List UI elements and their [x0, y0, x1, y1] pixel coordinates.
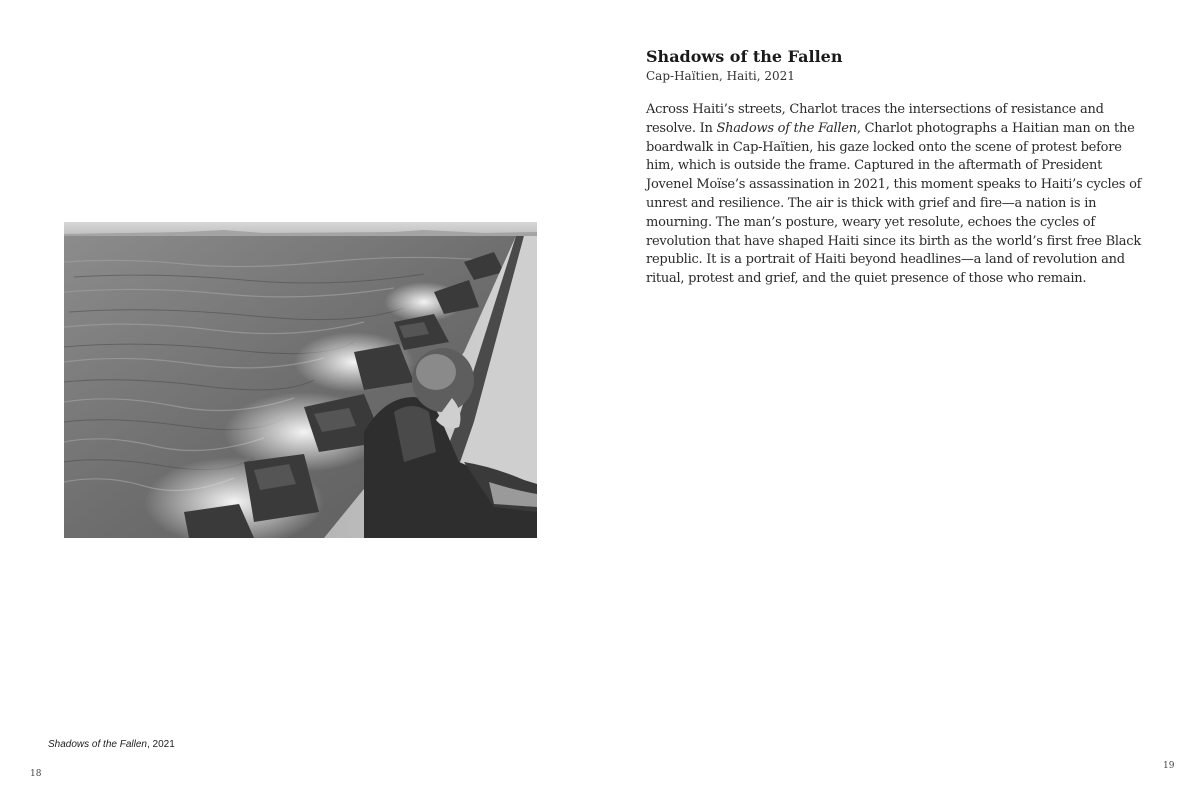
essay-title: Shadows of the Fallen	[646, 47, 843, 66]
page-number-left: 18	[30, 769, 42, 779]
photo-caption	[48, 739, 175, 750]
essay-body-start: Across Haiti’s streets, Charlot traces the intersections of resistance and resolve. In	[646, 102, 1104, 136]
essay-location: Cap-Haïtien, Haiti, 2021	[646, 69, 795, 83]
essay-body	[646, 101, 1151, 289]
page-number-right: 19	[1163, 761, 1175, 771]
essay-body-rest: , Charlot photographs a Haitian man on the boardwalk in Cap-Haïtien, his gaze locked onto the scene of protest before him, which is outside the frame. Captured in the aftermath of President Jovenel Moïse’s assassination in 2021, this moment speaks to Haiti’s cycles of unrest and resilience. The air is thick with grief and fire—a nation is in mourning. The man’s posture, weary yet resolute, echoes the cycles of revolution that have shaped Haiti since its birth as the world’s first free Black republic. It is a portrait of Haiti beyond headlines—a land of revolution and ritual, protest and grief, and the quiet presence of those who remain.	[646, 120, 1142, 287]
photo-illustration	[64, 222, 537, 538]
caption-year: , 2021	[146, 739, 175, 750]
photograph	[64, 222, 537, 538]
essay-body-italic-title: Shadows of the Fallen	[716, 120, 857, 136]
essay	[646, 46, 1151, 289]
caption-title: Shadows of the Fallen	[48, 739, 147, 750]
